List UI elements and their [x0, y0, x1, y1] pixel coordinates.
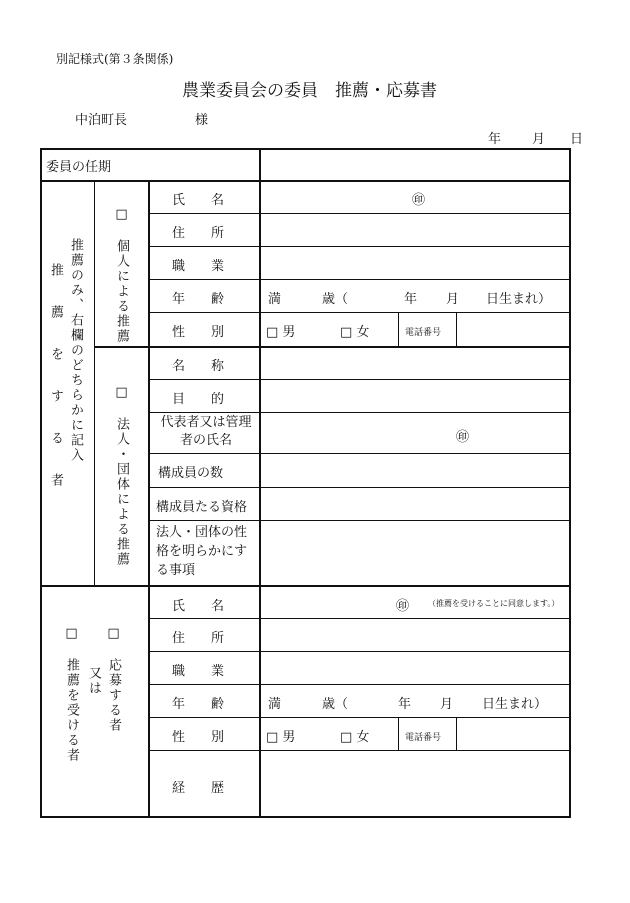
- row-divider: [148, 453, 571, 454]
- phone-box-divider: [398, 312, 399, 346]
- candidate-seal: ㊞: [396, 599, 410, 614]
- individual-female-checkbox[interactable]: □ 女: [340, 325, 370, 340]
- recommender-outer-label: 推 薦 を す る 者: [48, 263, 63, 494]
- candidate-male-checkbox[interactable]: □ 男: [266, 730, 296, 745]
- row-divider: [148, 750, 571, 751]
- individual-age-birth: 日生まれ）: [486, 292, 552, 307]
- consent-note: （推薦を受けることに同意します。）: [428, 599, 560, 608]
- candidate-career-input[interactable]: [262, 752, 569, 816]
- individual-age-sai: 歳（: [322, 292, 349, 307]
- individual-age-full: 満: [268, 292, 282, 307]
- individual-name-label: 氏 名: [172, 193, 225, 208]
- corporate-character-input[interactable]: [262, 522, 569, 584]
- corporate-name-label: 名 称: [172, 359, 225, 374]
- recommended-person-checkbox-label[interactable]: □ 推薦を受ける者: [64, 626, 79, 763]
- row-divider: [148, 684, 571, 685]
- candidate-age-sai: 歳（: [322, 697, 349, 712]
- row-divider: [148, 618, 571, 619]
- row-divider: [148, 279, 571, 280]
- col-divider: [148, 180, 150, 818]
- individual-occupation-input[interactable]: [262, 248, 569, 278]
- individual-age-year: 年: [404, 292, 418, 307]
- individual-name-input[interactable]: [262, 182, 402, 212]
- candidate-occupation-label: 職 業: [172, 664, 225, 679]
- candidate-address-input[interactable]: [262, 620, 569, 650]
- row-divider: [148, 520, 571, 521]
- corporate-purpose-label: 目 的: [172, 392, 225, 407]
- individual-phone-input[interactable]: [458, 314, 569, 345]
- row-divider: [148, 379, 571, 380]
- date-month-label: 月: [532, 132, 546, 147]
- individual-seal: ㊞: [412, 193, 426, 208]
- addressee: 中泊町長: [75, 113, 128, 128]
- row-divider: [148, 487, 571, 488]
- individual-recommendation-checkbox-label[interactable]: □ 個人による推薦: [114, 207, 129, 344]
- individual-address-label: 住 所: [172, 226, 225, 241]
- date-day-label: 日: [570, 132, 584, 147]
- phone-box-divider: [456, 312, 457, 346]
- row-divider: [148, 717, 571, 718]
- individual-phone-label: 電話番号: [405, 328, 442, 338]
- candidate-age-month: 月: [440, 697, 454, 712]
- term-input[interactable]: [262, 150, 569, 180]
- corporate-members-input[interactable]: [262, 455, 569, 486]
- corporate-qualification-label: 構成員たる資格: [156, 500, 248, 515]
- candidate-name-label: 氏 名: [172, 599, 225, 614]
- col-divider: [94, 180, 95, 586]
- candidate-phone-input[interactable]: [458, 719, 569, 749]
- individual-age-label: 年 齢: [172, 292, 225, 307]
- row-divider: [148, 651, 571, 652]
- corporate-purpose-input[interactable]: [262, 381, 569, 411]
- candidate-career-label: 経 歴: [172, 781, 225, 796]
- candidate-address-label: 住 所: [172, 631, 225, 646]
- candidate-phone-label: 電話番号: [405, 733, 442, 743]
- form-title: 農業委員会の委員 推薦・応募書: [182, 81, 437, 101]
- candidate-age-full: 満: [268, 697, 282, 712]
- candidate-sex-label: 性 別: [172, 730, 225, 745]
- form-reference: 別記様式(第３条関係): [56, 52, 174, 66]
- corporate-seal: ㊞: [456, 430, 470, 445]
- corporate-name-input[interactable]: [262, 349, 569, 378]
- row-divider: [40, 585, 571, 587]
- individual-address-input[interactable]: [262, 215, 569, 245]
- corporate-qualification-input[interactable]: [262, 489, 569, 519]
- row-divider: [94, 346, 571, 348]
- phone-box-divider: [398, 717, 399, 750]
- recommender-outer-note: 推薦のみ、右欄のどちらかに記入: [68, 238, 83, 463]
- candidate-age-label: 年 齢: [172, 697, 225, 712]
- row-divider: [148, 412, 571, 413]
- row-divider: [148, 246, 571, 247]
- candidate-age-birth: 日生まれ）: [482, 697, 548, 712]
- row-divider: [148, 213, 571, 214]
- candidate-age-year: 年: [398, 697, 412, 712]
- row-divider: [148, 312, 571, 313]
- or-label: 又は: [86, 666, 101, 696]
- term-label: 委員の任期: [46, 160, 112, 175]
- date-year-label: 年: [488, 132, 502, 147]
- applicant-checkbox-label[interactable]: □ 応募する者: [106, 626, 121, 733]
- corporate-rep-label: 代表者又は管理者の氏名: [160, 415, 252, 448]
- col-divider: [259, 148, 261, 818]
- individual-occupation-label: 職 業: [172, 259, 225, 274]
- corporate-character-label: 法人・団体の性格を明らかにする事項: [156, 525, 248, 578]
- corporate-members-label: 構成員の数: [158, 466, 224, 481]
- individual-age-month: 月: [446, 292, 460, 307]
- candidate-occupation-input[interactable]: [262, 653, 569, 683]
- corporate-recommendation-checkbox-label[interactable]: □ 法人・団体による推薦: [114, 385, 129, 567]
- individual-male-checkbox[interactable]: □ 男: [266, 325, 296, 340]
- corporate-rep-input[interactable]: [262, 414, 442, 452]
- candidate-female-checkbox[interactable]: □ 女: [340, 730, 370, 745]
- addressee-honorific: 様: [195, 113, 209, 128]
- individual-sex-label: 性 別: [172, 325, 225, 340]
- phone-box-divider: [456, 717, 457, 750]
- candidate-name-input[interactable]: [262, 588, 392, 617]
